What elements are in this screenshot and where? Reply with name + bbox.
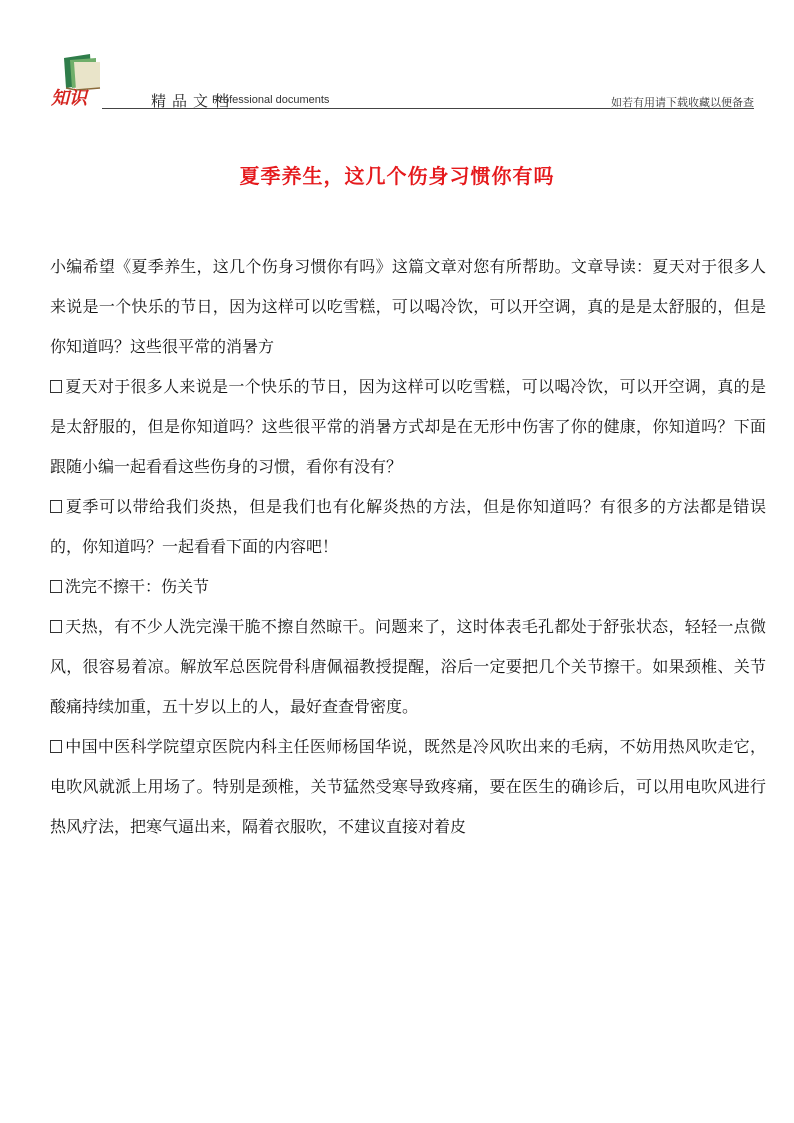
checkbox-bullet-icon [50,740,62,753]
logo-text: 知识 [51,88,87,108]
article-title: 夏季养生，这几个伤身习惯你有吗 [239,164,555,188]
paragraph-text: 小编希望《夏季养生，这几个伤身习惯你有吗》这篇文章对您有所帮助。文章导读：夏天对于很多人来说是一个快乐的节日，因为这样可以吃雪糕，可以喝冷饮，可以开空调，真的是是太舒服的，但是你知道吗？这些很平常的消暑方 [50,257,766,356]
brand-english: Professional documents [212,94,330,106]
checkbox-bullet-icon [50,580,62,593]
header-divider [102,108,754,109]
paragraph-text: 夏天对于很多人来说是一个快乐的节日，因为这样可以吃雪糕，可以喝冷饮，可以开空调，真的是是太舒服的，但是你知道吗？这些很平常的消暑方式却是在无形中伤害了你的健康，你知道吗？下面跟随小编一起看看这些伤身的习惯，看你有没有？ [50,377,766,476]
checkbox-bullet-icon [50,380,62,393]
paragraph [50,247,766,367]
paragraph [50,367,766,487]
checkbox-bullet-icon [50,500,62,513]
paragraph-text: 天热，有不少人洗完澡干脆不擦自然晾干。问题来了，这时体表毛孔都处于舒张状态，轻轻一点微风，很容易着凉。解放军总医院骨科唐佩福教授提醒，浴后一定要把几个关节擦干。如果颈椎、关节酸痛持续加重，五十岁以上的人，最好查查骨密度。 [50,617,766,716]
paragraph [50,487,766,567]
checkbox-bullet-icon [50,620,62,633]
paragraph-text: 夏季可以带给我们炎热，但是我们也有化解炎热的方法，但是你知道吗？有很多的方法都是错误的，你知道吗？一起看看下面的内容吧！ [50,497,766,556]
article-body [50,247,766,847]
paragraph-text: 洗完不擦干：伤关节 [65,577,210,596]
brand-label: 精品文档 [151,92,236,110]
page-header [50,52,754,110]
book-icon [50,52,112,108]
paragraph [50,567,766,607]
paragraph [50,727,766,847]
download-note: 如若有用请下载收藏以便备查 [611,96,754,109]
paragraph-text: 中国中医科学院望京医院内科主任医师杨国华说，既然是冷风吹出来的毛病，不妨用热风吹走它，电吹风就派上用场了。特别是颈椎，关节猛然受寒导致疼痛，要在医生的确诊后，可以用电吹风进行热风疗法，把寒气逼出来，隔着衣服吹，不建议直接对着皮 [50,737,766,836]
paragraph [50,607,766,727]
